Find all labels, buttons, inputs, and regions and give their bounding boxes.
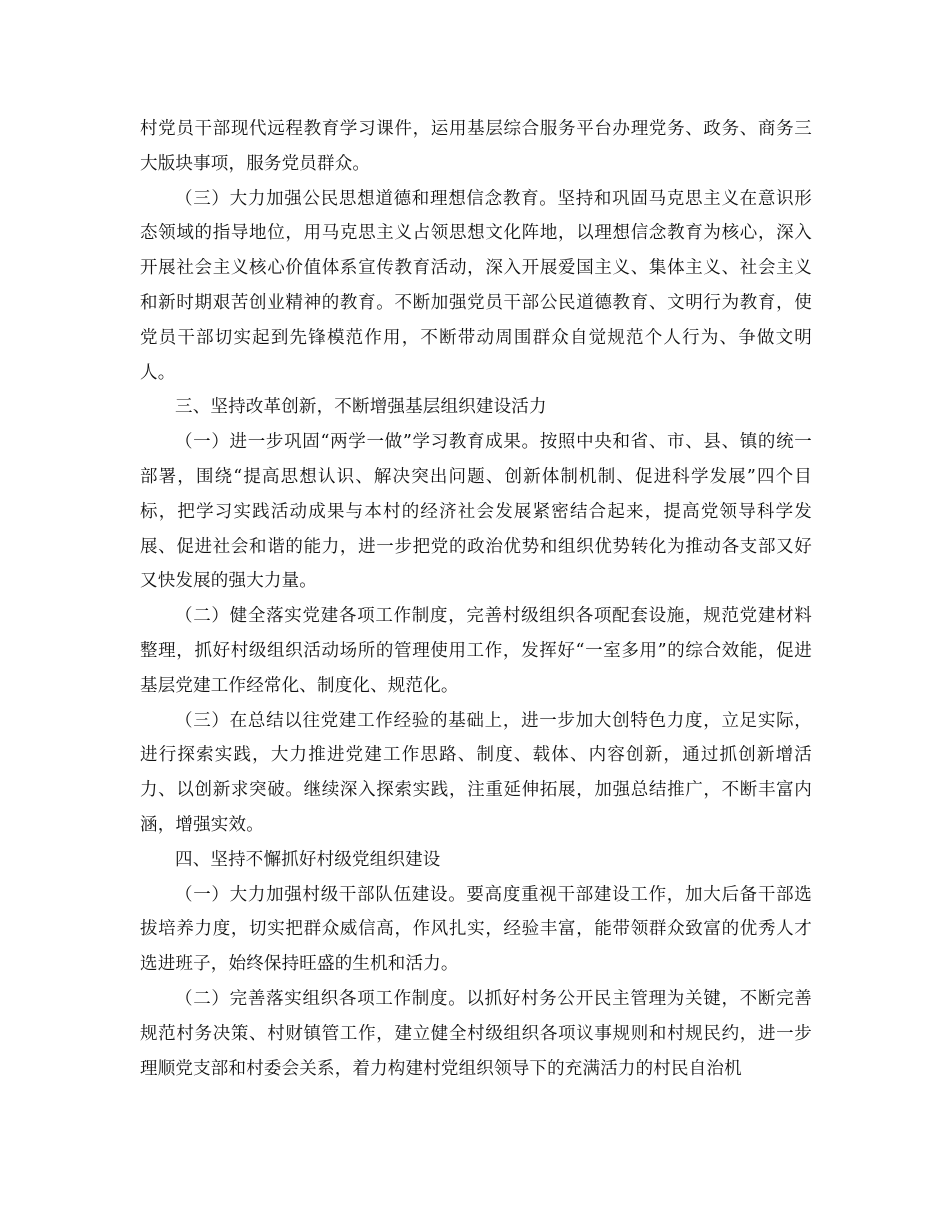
section-heading-village-organization: 四、坚持不懈抓好村级党组织建设 [175, 849, 441, 870]
paragraph-civic-ethics-education: （三）大力加强公民思想道德和理想信念教育。坚持和巩固马克思主义在意识形态领域的指导地位，用马克思主义占领思想文化阵地，以理想信念教育为核心，深入开展社会主义核心价值体系宣传教育活动，深入开展爱国主义、集体主义、社会主义和新时期艰苦创业精神的教育。不断加强党员干部公民道德教育、文明行为教育，使党员干部切实起到先锋模范作用，不断带动周围群众自觉规范个人行为、争做文明人。 [140, 188, 812, 383]
document-body [140, 112, 812, 1086]
paragraph-cadre-team: （一）大力加强村级干部队伍建设。要高度重视干部建设工作，加大后备干部选拔培养力度，切实把群众威信高，作风扎实，经验丰富，能带领群众致富的优秀人才选进班子，始终保持旺盛的生机和活力。 [140, 884, 812, 975]
paragraph-continuation: 村党员干部现代远程教育学习课件，运用基层综合服务平台办理党务、政务、商务三大版块事项，服务党员群众。 [140, 119, 812, 174]
paragraph-innovation-practice: （三）在总结以往党建工作经验的基础上，进一步加大创特色力度，立足实际，进行探索实践，大力推进党建工作思路、制度、载体、内容创新，通过抓创新增活力、以创新求突破。继续深入探索实践，注重延伸拓展，加强总结推广，不断丰富内涵，增强实效。 [140, 710, 812, 835]
paragraph-work-system: （二）完善落实组织各项工作制度。以抓好村务公开民主管理为关键，不断完善规范村务决策、村财镇管工作，建立健全村级组织各项议事规则和村规民约，进一步理顺党支部和村委会关系，着力构建村党组织领导下的充满活力的村民自治机 [140, 988, 812, 1079]
paragraph-party-building-system: （二）健全落实党建各项工作制度，完善村级组织各项配套设施，规范党建材料整理，抓好村级组织活动场所的管理使用工作，发挥好“一室多用”的综合效能，促进基层党建工作经常化、制度化、规范化。 [140, 606, 812, 696]
paragraph-consolidate-learning: （一）进一步巩固“两学一做”学习教育成果。按照中央和省、市、县、镇的统一部署，围绕“提高思想认识、解决突出问题、创新体制机制、促进科学发展”四个目标，把学习实践活动成果与本村的经济社会发展紧密结合起来，提高党领导科学发展、促进社会和谐的能力，进一步把党的政治优势和组织优势转化为推动各支部又好又快发展的强大力量。 [140, 432, 812, 592]
section-heading-reform-innovation: 三、坚持改革创新，不断增强基层组织建设活力 [175, 397, 547, 418]
